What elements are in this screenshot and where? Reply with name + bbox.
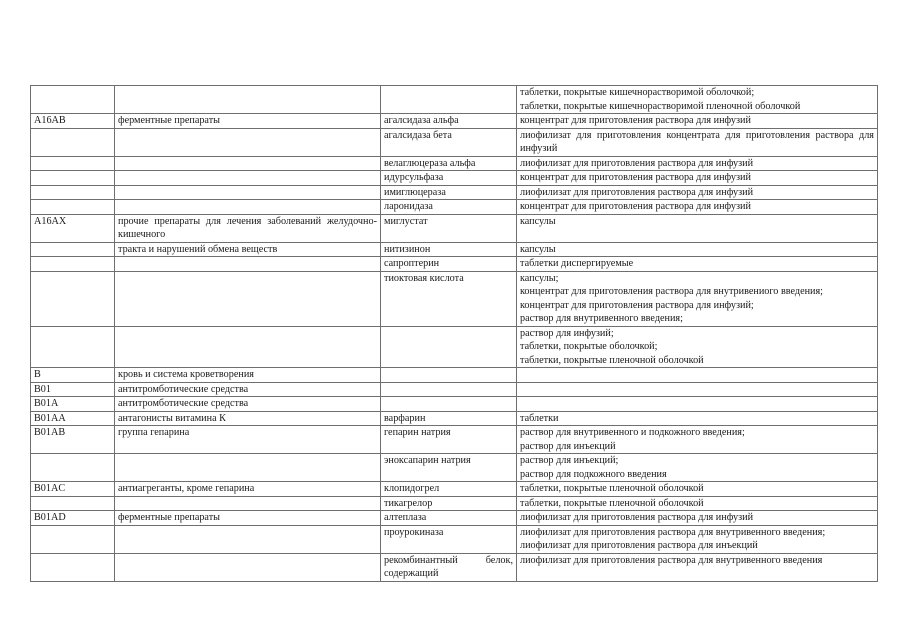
- dosage-form-line: таблетки: [520, 412, 559, 424]
- atc-code-cell: A16AB: [31, 114, 115, 129]
- atc-code-cell: B01: [31, 382, 115, 397]
- atc-code-cell: B01A: [31, 397, 115, 412]
- dosage-forms-cell: [517, 454, 878, 482]
- group-name-cell: ферментные препараты: [115, 511, 381, 526]
- atc-code-cell: B01AA: [31, 411, 115, 426]
- table-row: [31, 185, 878, 200]
- table-row: [31, 368, 878, 383]
- dosage-forms-cell: [517, 411, 878, 426]
- atc-code-cell: [31, 454, 115, 482]
- drug-name-cell: проурокиназа: [381, 525, 517, 553]
- dosage-forms-cell: [517, 368, 878, 383]
- table-row: [31, 382, 878, 397]
- group-name-cell: прочие препараты для лечения заболеваний желудочно-кишечного: [115, 214, 381, 242]
- dosage-forms-cell: [517, 156, 878, 171]
- group-name-cell: [115, 257, 381, 272]
- dosage-forms-cell: [517, 257, 878, 272]
- dosage-forms-cell: [517, 185, 878, 200]
- atc-code-cell: [31, 86, 115, 114]
- group-name-cell: [115, 86, 381, 114]
- dosage-form-line: концентрат для приготовления раствора для инфузий: [520, 172, 751, 183]
- dosage-forms-cell: [517, 426, 878, 454]
- dosage-form-line: раствор для подкожного введения: [520, 468, 667, 480]
- dosage-form-line: концентрат для приготовления раствора для инфузий;: [520, 299, 754, 311]
- dosage-form-line: раствор для инфузий;: [520, 327, 614, 339]
- atc-code-cell: A16AX: [31, 214, 115, 242]
- atc-code-cell: [31, 200, 115, 215]
- dosage-form-line: лиофилизат для приготовления раствора для инфузий: [520, 157, 754, 169]
- dosage-forms-cell: [517, 271, 878, 326]
- group-name-cell: антиагреганты, кроме гепарина: [115, 482, 381, 497]
- table-row: [31, 482, 878, 497]
- group-name-cell: [115, 326, 381, 368]
- group-name-cell: ферментные препараты: [115, 114, 381, 129]
- table-row: [31, 426, 878, 454]
- atc-code-cell: [31, 242, 115, 257]
- table-row: [31, 496, 878, 511]
- group-name-cell: [115, 496, 381, 511]
- atc-code-cell: [31, 326, 115, 368]
- drug-name-cell: тиоктовая кислота: [381, 271, 517, 326]
- atc-code-cell: [31, 496, 115, 511]
- dosage-forms-cell: [517, 511, 878, 526]
- dosage-forms-cell: [517, 214, 878, 242]
- dosage-forms-cell: [517, 114, 878, 129]
- drug-name-cell: велаглюцераза альфа: [381, 156, 517, 171]
- dosage-form-line: таблетки, покрытые кишечнорастворимой пленочной оболочкой: [520, 100, 801, 112]
- drug-name-cell: идурсульфаза: [381, 171, 517, 186]
- atc-code-cell: [31, 185, 115, 200]
- dosage-form-line: лиофилизат для приготовления раствора для инфузий: [520, 512, 754, 523]
- table-row: [31, 86, 878, 114]
- atc-code-cell: B01AB: [31, 426, 115, 454]
- atc-code-cell: B01AC: [31, 482, 115, 497]
- dosage-forms-cell: [517, 128, 878, 156]
- drug-name-cell: ларонидаза: [381, 200, 517, 215]
- atc-code-cell: [31, 156, 115, 171]
- drug-name-cell: агалсидаза бета: [381, 128, 517, 156]
- atc-code-cell: B01AD: [31, 511, 115, 526]
- group-name-cell: [115, 525, 381, 553]
- dosage-form-line: капсулы;: [520, 272, 559, 284]
- dosage-form-line: лиофилизат для приготовления раствора для внутривенного введения: [520, 554, 823, 566]
- group-name-cell: [115, 271, 381, 326]
- atc-code-cell: [31, 257, 115, 272]
- table-row: [31, 411, 878, 426]
- drug-name-cell: [381, 368, 517, 383]
- table-row: [31, 397, 878, 412]
- table-row: [31, 171, 878, 186]
- drug-name-cell: рекомбинантный белок, содержащий: [381, 553, 517, 581]
- table-row: [31, 553, 878, 581]
- dosage-form-line: лиофилизат для приготовления раствора для инъекций: [520, 540, 758, 551]
- table-row: [31, 257, 878, 272]
- group-name-cell: [115, 185, 381, 200]
- table-row: [31, 511, 878, 526]
- drug-name-cell: агалсидаза альфа: [381, 114, 517, 129]
- drug-table: [30, 85, 878, 582]
- group-name-cell: [115, 200, 381, 215]
- table-row: [31, 326, 878, 368]
- dosage-form-line: раствор для инъекций;: [520, 455, 619, 466]
- dosage-forms-cell: [517, 496, 878, 511]
- atc-code-cell: B: [31, 368, 115, 383]
- drug-name-cell: [381, 326, 517, 368]
- atc-code-cell: [31, 553, 115, 581]
- table-row: [31, 200, 878, 215]
- drug-name-cell: [381, 382, 517, 397]
- drug-name-cell: нитизинон: [381, 242, 517, 257]
- dosage-form-line: таблетки, покрытые кишечнорастворимой оболочкой;: [520, 87, 755, 98]
- group-name-cell: [115, 156, 381, 171]
- drug-name-cell: [381, 86, 517, 114]
- table-row: [31, 214, 878, 242]
- drug-name-cell: тикагрелор: [381, 496, 517, 511]
- dosage-forms-cell: [517, 397, 878, 412]
- drug-name-cell: миглустат: [381, 214, 517, 242]
- table-row: [31, 271, 878, 326]
- dosage-form-line: таблетки, покрытые пленочной оболочкой: [520, 354, 704, 366]
- drug-name-cell: алтеплаза: [381, 511, 517, 526]
- dosage-form-line: капсулы: [520, 243, 556, 255]
- dosage-form-line: концентрат для приготовления раствора для инфузий: [520, 115, 751, 126]
- dosage-form-line: таблетки, покрытые оболочкой;: [520, 341, 658, 352]
- dosage-forms-cell: [517, 382, 878, 397]
- drug-name-cell: эноксапарин натрия: [381, 454, 517, 482]
- table-row: [31, 525, 878, 553]
- dosage-form-line: раствор для внутривенного и подкожного введения;: [520, 427, 745, 438]
- dosage-forms-cell: [517, 525, 878, 553]
- group-name-cell: кровь и система кроветворения: [115, 368, 381, 383]
- group-name-cell: антагонисты витамина К: [115, 411, 381, 426]
- group-name-cell: антитромботические средства: [115, 382, 381, 397]
- table-row: [31, 128, 878, 156]
- dosage-form-line: концентрат для приготовления раствора для инфузий: [520, 201, 751, 212]
- table-row: [31, 156, 878, 171]
- dosage-form-line: таблетки, покрытые пленочной оболочкой: [520, 497, 704, 509]
- group-name-cell: [115, 553, 381, 581]
- dosage-forms-cell: [517, 242, 878, 257]
- dosage-form-line: капсулы: [520, 215, 556, 227]
- dosage-form-line: раствор для инъекций: [520, 440, 616, 452]
- atc-code-cell: [31, 525, 115, 553]
- drug-name-cell: клопидогрел: [381, 482, 517, 497]
- group-name-cell: группа гепарина: [115, 426, 381, 454]
- atc-code-cell: [31, 271, 115, 326]
- dosage-form-line: концентрат для приготовления раствора для внутривениого введения;: [520, 286, 824, 297]
- group-name-cell: тракта и нарушений обмена веществ: [115, 242, 381, 257]
- group-name-cell: [115, 171, 381, 186]
- group-name-cell: антитромботические средства: [115, 397, 381, 412]
- dosage-forms-cell: [517, 482, 878, 497]
- drug-name-cell: гепарин натрия: [381, 426, 517, 454]
- atc-code-cell: [31, 171, 115, 186]
- dosage-form-line: таблетки, покрытые пленочной оболочкой: [520, 483, 704, 494]
- group-name-cell: [115, 454, 381, 482]
- group-name-cell: [115, 128, 381, 156]
- dosage-form-line: раствор для внутривенного введения;: [520, 313, 683, 324]
- drug-name-cell: сапроптерин: [381, 257, 517, 272]
- dosage-form-line: лиофилизат для приготовления раствора для инфузий: [520, 186, 754, 198]
- dosage-forms-cell: [517, 86, 878, 114]
- dosage-form-line: лиофилизат для приготовления раствора для внутривенного введения;: [520, 526, 826, 538]
- drug-name-cell: варфарин: [381, 411, 517, 426]
- drug-name-cell: имиглюцераза: [381, 185, 517, 200]
- atc-code-cell: [31, 128, 115, 156]
- dosage-forms-cell: [517, 326, 878, 368]
- table-row: [31, 114, 878, 129]
- dosage-form-line: таблетки диспергируемые: [520, 258, 634, 269]
- drug-name-cell: [381, 397, 517, 412]
- drug-table-body: [31, 86, 878, 582]
- dosage-forms-cell: [517, 171, 878, 186]
- table-row: [31, 242, 878, 257]
- dosage-forms-cell: [517, 200, 878, 215]
- table-row: [31, 454, 878, 482]
- dosage-form-line: лиофилизат для приготовления концентрата для приготовления раствора для инфузий: [520, 129, 874, 154]
- dosage-forms-cell: [517, 553, 878, 581]
